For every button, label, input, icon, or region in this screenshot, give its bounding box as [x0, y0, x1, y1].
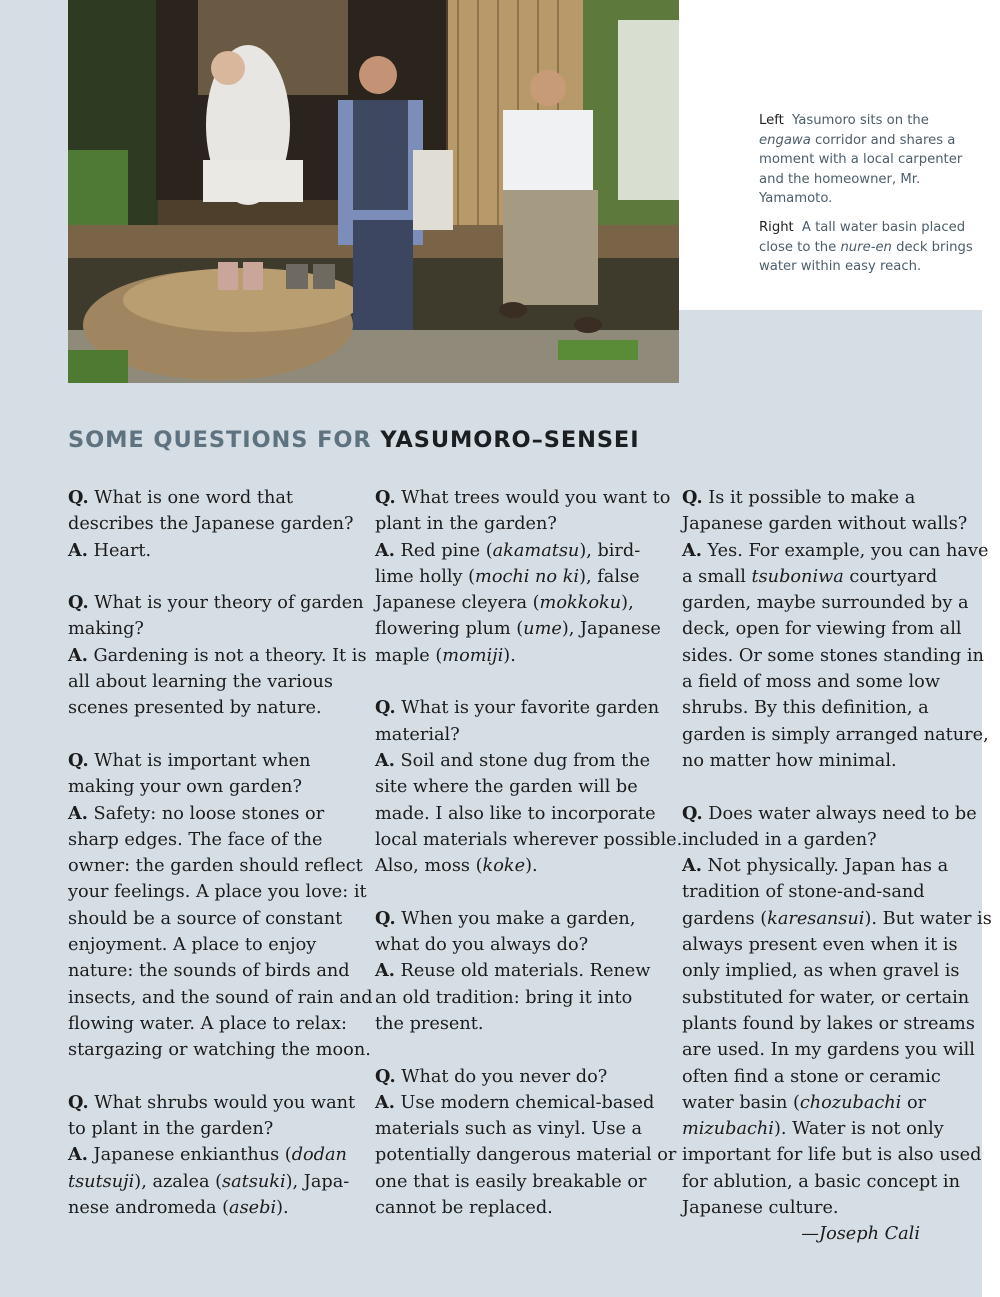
qa-item: [68, 485, 353, 564]
text-line: are used. In my gardens you will: [682, 1040, 975, 1061]
text-line: plants found by lakes or streams: [682, 1013, 975, 1034]
text-line: substituted for water, or certain: [682, 987, 970, 1008]
text-line: A. Use modern chemical-based: [375, 1091, 655, 1113]
text-line: to plant in the garden?: [68, 1119, 274, 1140]
text-line: always present even when it is: [682, 935, 958, 956]
text-line: all about learning the various: [68, 672, 333, 693]
text-line: A. Heart.: [68, 539, 152, 561]
text-line: making your own garden?: [68, 777, 302, 798]
text-line: scenes presented by nature.: [68, 698, 322, 719]
text-line: maple (momiji).: [375, 645, 516, 666]
qa-marker: A.: [68, 644, 88, 666]
qa-marker: Q.: [68, 749, 89, 771]
text-line: sides. Or some stones standing in: [682, 645, 984, 666]
text-line: potentially dangerous material or: [375, 1145, 677, 1166]
text-line: making?: [68, 619, 144, 640]
qa-item: [375, 1064, 677, 1222]
japanese-term: asebi: [229, 1198, 277, 1219]
heading-prefix: SOME QUESTIONS FOR: [68, 427, 381, 453]
text-line: A. Yes. For example, you can have: [682, 539, 989, 561]
text-line: stargazing or watching the moon.: [68, 1040, 371, 1061]
text-line: a field of moss and some low: [682, 672, 940, 693]
garden-photo: [68, 0, 679, 383]
text-line: materials such as vinyl. Use a: [375, 1119, 643, 1140]
qa-marker: Q.: [375, 1065, 396, 1087]
japanese-term: momiji: [442, 645, 504, 666]
qa-item: [375, 695, 683, 879]
text-line: gardens (karesansui). But water is: [682, 908, 992, 929]
text-line: tradition of stone-and-sand: [682, 882, 925, 903]
japanese-term: tsuboniwa: [751, 566, 844, 587]
qa-marker: A.: [375, 960, 395, 982]
text-line: Japanese cleyera (mokkoku),: [375, 593, 634, 614]
text-line: only implied, as when gravel is: [682, 961, 960, 982]
text-line: deck, open for viewing from all: [682, 619, 962, 640]
text-line: A. Not physically. Japan has a: [682, 855, 949, 877]
qa-item: [68, 590, 367, 721]
text-line: enjoyment. A place to enjoy: [68, 935, 317, 956]
qa-marker: Q.: [375, 697, 396, 719]
qa-column-3: [682, 485, 992, 1248]
qa-item: [375, 485, 671, 669]
text-line: sharp edges. The face of the: [68, 829, 323, 850]
text-line: Q. What do you never do?: [375, 1065, 608, 1087]
text-line: garden, maybe surrounded by a: [682, 593, 969, 614]
qa-item: [375, 906, 660, 1037]
japanese-term: mochi no ki: [475, 566, 580, 587]
qa-marker: A.: [375, 1091, 395, 1113]
text-line: one that is easily breakable or: [375, 1171, 647, 1192]
text-line: your feelings. A place you love: it: [68, 882, 367, 903]
qa-marker: A.: [682, 855, 702, 877]
text-line: local materials wherever possible.: [375, 829, 683, 850]
qa-column-1: [68, 485, 373, 1248]
panel-edge: [0, 0, 68, 310]
text-line: Q. Is it possible to make a: [682, 487, 916, 508]
text-line: often find a stone or ceramic: [682, 1066, 941, 1087]
japanese-term: mokkoku: [539, 593, 622, 614]
japanese-term: akamatsu: [492, 540, 580, 561]
japanese-term: dodan: [291, 1145, 347, 1166]
qa-marker: A.: [375, 749, 395, 771]
qa-marker: Q.: [68, 487, 89, 508]
text-line: the present.: [375, 1013, 484, 1034]
japanese-term: koke: [482, 856, 526, 877]
qa-column-2: [375, 485, 683, 1248]
text-line: Q. What is one word that: [68, 487, 293, 508]
text-line: A. Reuse old materials. Renew: [375, 960, 651, 982]
text-line: A. Red pine (akamatsu), bird-: [375, 539, 641, 561]
qa-item: [682, 485, 989, 774]
japanese-term: mizubachi: [682, 1119, 774, 1140]
text-line: for ablution, a basic concept in: [682, 1171, 960, 1192]
text-line: tsutsuji), azalea (satsuki), Japa-: [68, 1171, 350, 1192]
japanese-term: chozubachi: [799, 1092, 902, 1113]
text-line: insects, and the sound of rain and: [68, 987, 373, 1008]
text-line: Japanese culture.: [682, 1198, 839, 1219]
text-line: should be a source of constant: [68, 908, 343, 929]
qa-marker: Q.: [682, 487, 703, 508]
text-line: mizubachi). Water is not only: [682, 1119, 944, 1140]
japanese-term: engawa: [759, 132, 811, 148]
text-line: Q. What trees would you want to: [375, 487, 671, 508]
text-line: shrubs. By this definition, a: [682, 698, 929, 719]
text-line: Q. When you make a garden,: [375, 907, 636, 929]
qa-item: [68, 1090, 356, 1221]
text-line: cannot be replaced.: [375, 1198, 553, 1219]
caption-lead: Left: [759, 113, 784, 128]
text-line: Also, moss (koke).: [375, 856, 538, 877]
text-line: A. Gardening is not a theory. It is: [68, 644, 367, 666]
qa-item: [68, 748, 373, 1064]
section-heading: [68, 427, 639, 453]
qa-marker: Q.: [68, 592, 89, 614]
photo-captions: [759, 111, 984, 286]
text-line: a small tsuboniwa courtyard: [682, 566, 938, 587]
text-line: flowering plum (ume), Japanese: [375, 619, 661, 640]
text-line: site where the garden will be: [375, 777, 638, 798]
text-line: owner: the garden should reflect: [68, 856, 363, 877]
qa-marker: A.: [68, 1144, 88, 1166]
text-line: lime holly (mochi no ki), false: [375, 566, 640, 587]
text-line: flowing water. A place to relax:: [68, 1013, 347, 1034]
text-line: made. I also like to incorporate: [375, 803, 656, 824]
qa-marker: A.: [682, 539, 702, 561]
qa-item: [682, 801, 992, 1248]
text-line: material?: [375, 724, 460, 745]
text-line: A. Soil and stone dug from the: [375, 749, 651, 771]
text-line: Q. What is your favorite garden: [375, 697, 660, 719]
text-line: an old tradition: bring it into: [375, 987, 633, 1008]
text-line: plant in the garden?: [375, 514, 557, 535]
japanese-term: nure-en: [840, 239, 892, 255]
text-line: what do you always do?: [375, 935, 589, 956]
text-line: Q. What shrubs would you want: [68, 1091, 356, 1113]
qa-marker: Q.: [375, 487, 396, 508]
japanese-term: karesansui: [767, 908, 865, 929]
text-line: A. Safety: no loose stones or: [68, 802, 325, 824]
text-line: Q. Does water always need to be: [682, 802, 977, 824]
text-line: Japanese garden without walls?: [682, 514, 968, 535]
caption-lead: Right: [759, 219, 794, 235]
text-line: no matter how minimal.: [682, 750, 897, 771]
qa-marker: A.: [68, 539, 88, 561]
text-line: water basin (chozubachi or: [682, 1092, 927, 1113]
qa-marker: Q.: [682, 802, 703, 824]
qa-marker: Q.: [68, 1091, 89, 1113]
text-line: included in a garden?: [682, 829, 877, 850]
text-line: Q. What is your theory of garden: [68, 592, 364, 614]
caption-left: Left Yasumoro sits on the engawa corridor and shares a moment with a local carpenter and the homeowner, Mr. Yamamoto.: [759, 113, 963, 207]
japanese-term: tsutsuji: [68, 1171, 135, 1192]
caption-right: Right A tall water basin placed close to the nure-en deck brings water within easy reach.: [759, 219, 973, 275]
qa-marker: A.: [68, 802, 88, 824]
text-line: describes the Japanese garden?: [68, 514, 354, 535]
text-line: garden is simply arranged nature,: [682, 724, 989, 745]
qa-marker: A.: [375, 539, 395, 561]
author-signature: —Joseph Cali: [801, 1224, 920, 1245]
text-line: Q. What is important when: [68, 749, 311, 771]
japanese-term: satsuki: [222, 1171, 286, 1192]
text-line: A. Japanese enkianthus (dodan: [68, 1144, 347, 1166]
text-line: nature: the sounds of birds and: [68, 961, 350, 982]
qa-marker: Q.: [375, 907, 396, 929]
heading-name: YASUMORO–SENSEI: [380, 427, 640, 453]
japanese-term: ume: [523, 619, 562, 640]
text-line: nese andromeda (asebi).: [68, 1198, 289, 1219]
text-line: important for life but is also used: [682, 1145, 982, 1166]
